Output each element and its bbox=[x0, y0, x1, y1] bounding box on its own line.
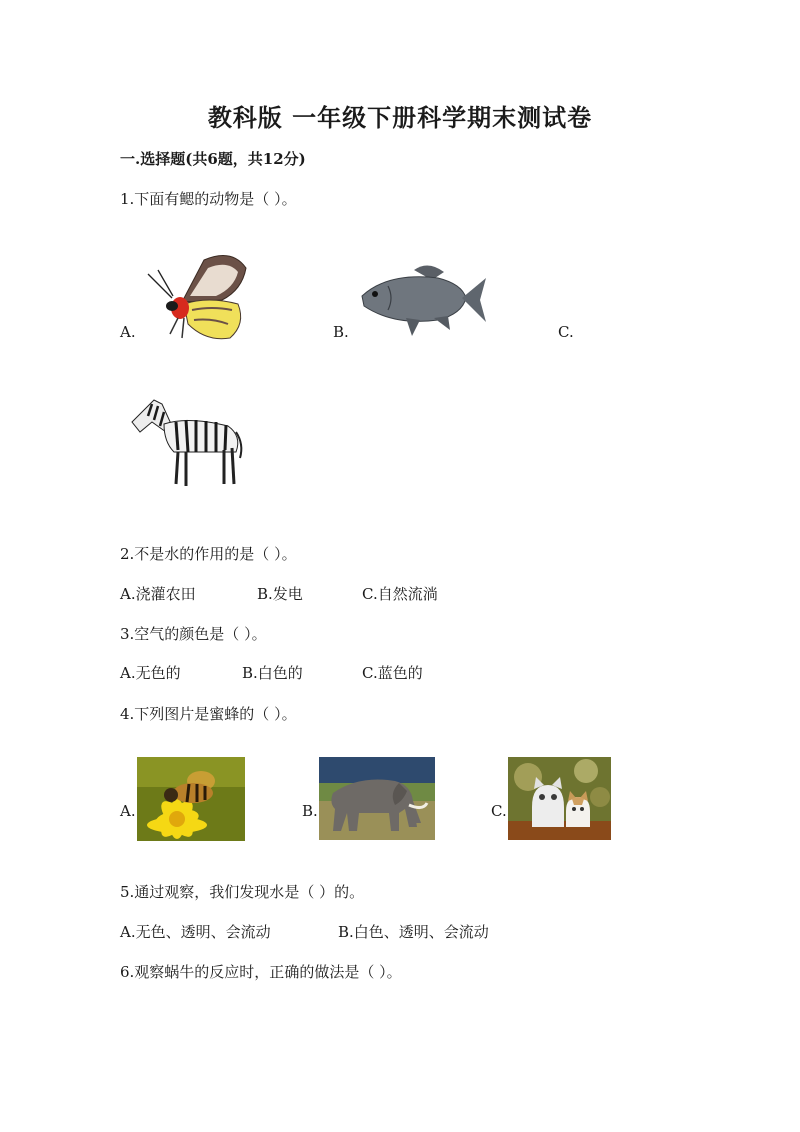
q1-option-b: B. bbox=[333, 323, 349, 341]
section-heading: 一.选择题(共6题，共12分) bbox=[120, 150, 306, 168]
q2-option-b: B.发电 bbox=[257, 585, 303, 603]
zebra-picture bbox=[128, 392, 246, 490]
q3-option-c: C.蓝色的 bbox=[362, 664, 423, 682]
question-3: 3.空气的颜色是（ ）。 bbox=[120, 625, 267, 643]
question-4: 4.下列图片是蜜蜂的（ ）。 bbox=[120, 705, 297, 723]
q4-option-a: A. bbox=[120, 802, 136, 820]
bee-picture bbox=[137, 757, 245, 841]
q3-option-b: B.白色的 bbox=[242, 664, 303, 682]
q5-option-a: A.无色、透明、会流动 bbox=[120, 923, 271, 941]
question-6: 6.观察蜗牛的反应时，正确的做法是（ ）。 bbox=[120, 963, 402, 981]
q3-option-a: A.无色的 bbox=[120, 664, 181, 682]
kittens-picture bbox=[508, 757, 611, 840]
butterfly-picture bbox=[142, 250, 252, 345]
page-title: 教科版 一年级下册科学期末测试卷 bbox=[207, 103, 593, 132]
q1-option-c: C. bbox=[558, 323, 574, 341]
q1-option-a: A. bbox=[120, 323, 136, 341]
question-5: 5.通过观察，我们发现水是（ ）的。 bbox=[120, 883, 365, 901]
q5-option-b: B.白色、透明、会流动 bbox=[338, 923, 489, 941]
q2-option-a: A.浇灌农田 bbox=[120, 585, 196, 603]
elephant-picture bbox=[319, 757, 435, 840]
q4-option-b: B. bbox=[302, 802, 318, 820]
question-2: 2.不是水的作用的是（ ）。 bbox=[120, 545, 297, 563]
fish-picture bbox=[358, 260, 488, 340]
q2-option-c: C.自然流淌 bbox=[362, 585, 438, 603]
question-1: 1.下面有鳃的动物是（ ）。 bbox=[120, 190, 297, 208]
q4-option-c: C. bbox=[491, 802, 507, 820]
